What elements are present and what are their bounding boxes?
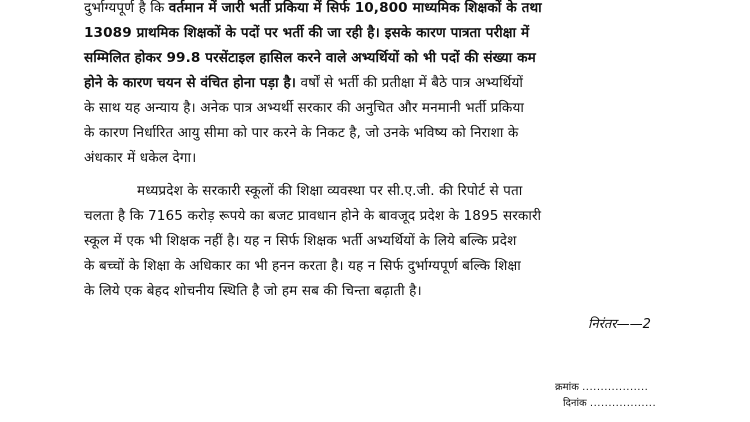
- para1-line-4-bold: होने के कारण चयन से वंचित होना पड़ा है।: [84, 75, 297, 91]
- para2-line-2: चलता है कि 7165 करोड़ रूपये का बजट प्रावधान होने के बावजूद प्रदेश के 1895 सरकारी: [84, 208, 542, 224]
- para2-line-3: स्कूल में एक भी शिक्षक नहीं है। यह न सिर्फ शिक्षक भर्ती अभ्यर्थियों के लिये बल्कि प्रदेश: [84, 233, 517, 249]
- para1-line-1: [84, 2, 542, 16]
- para1-line-5: के साथ यह अन्याय है। अनेक पात्र अभ्यर्थी सरकार की अनुचित और मनमानी भर्ती प्रकिया: [84, 100, 524, 116]
- para1-line-2: 13089 प्राथमिक शिक्षकों के पदों पर भर्ती की जा रही है। इसके कारण पात्रता परीक्षा में: [84, 25, 530, 41]
- date-value: ..................: [589, 398, 657, 409]
- para1-line-3: सम्मिलित होकर 99.8 परसेंटाइल हासिल करने वाले अभ्यर्थियों को भी पदों की संख्या कम: [84, 50, 536, 66]
- reference-number-row: [555, 379, 648, 393]
- para1-line-7: अंधकार में धकेल देगा।: [84, 150, 197, 166]
- date-row: [563, 395, 656, 409]
- para2-line-1: मध्यप्रदेश के सरकारी स्कूलों की शिक्षा व्यवस्था पर सी.ए.जी. की रिपोर्ट से पता: [137, 183, 523, 199]
- date-label: दिनांक: [563, 398, 587, 409]
- para1-line-4: [84, 77, 523, 91]
- continuation-marker: निरंतर——2: [588, 317, 651, 332]
- para1-line-6: के कारण निर्धारित आयु सीमा को पार करने के निकट है, जो उनके भविष्य को निराशा के: [84, 125, 519, 141]
- reference-number-value: ..................: [582, 382, 649, 393]
- para1-line-1-bold: वर्तमान में जारी भर्ती प्रकिया में सिर्फ 10,800 माध्यमिक शिक्षकों के तथा: [168, 0, 542, 16]
- reference-number-label: क्रमांक: [555, 382, 579, 393]
- para1-line-4-plain: वर्षों से भर्ती की प्रतीक्षा में बैठे पात्र अभ्यर्थियों: [296, 75, 523, 91]
- para2-line-4: के बच्चों के शिक्षा के अधिकार का भी हनन करता है। यह न सिर्फ दुर्भाग्यपूर्ण बल्कि शिक्षा: [84, 258, 521, 274]
- para1-line-1-plain: दुर्भाग्यपूर्ण है कि: [84, 0, 169, 16]
- para2-line-5: के लिये एक बेहद शोचनीय स्थिति है जो हम सब की चिन्ता बढ़ाती है।: [84, 283, 422, 299]
